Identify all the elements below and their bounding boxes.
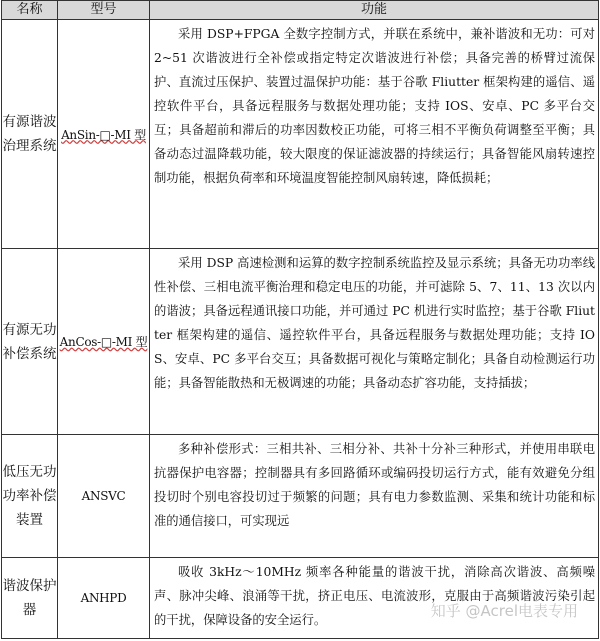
row-model	[58, 20, 150, 249]
row-function	[150, 558, 599, 639]
model-text: ANSVC	[81, 489, 126, 503]
product-spec-table	[1, 0, 599, 639]
table-row	[2, 249, 599, 435]
model-text: AnCos-□-MI 型	[59, 335, 148, 349]
row-function	[150, 20, 599, 249]
model-text: ANHPD	[80, 591, 127, 605]
table-row	[2, 435, 599, 558]
header-model: 型号	[58, 1, 150, 20]
row-name: 低压无功功率补偿装置	[2, 435, 58, 558]
watermark: 知乎 @Acrel电表专用	[430, 602, 578, 620]
function-text: 吸收 3kHz～10MHz 频率各种能量的谐波干扰，消除高次谐波、高频噪声、脉冲尖峰、浪涌等干扰，挤正电压、电流波形，克服由于高频谐波污染引起的干扰，保障设备的安全运行。	[154, 565, 595, 627]
row-name: 有源谐波治理系统	[2, 20, 58, 249]
row-model	[58, 249, 150, 435]
row-name: 谐波保护器	[2, 558, 58, 639]
row-function	[150, 249, 599, 435]
header-name: 名称	[2, 1, 58, 20]
function-text: 多种补偿形式：三相共补、三相分补、共补十分补三种形式，并使用串联电抗器保护电容器；控制器具有多回路循环或编码投切运行方式，能有效避免分组投切时个别电容投切过于频繁的问题；具有电力参数监测、采集和统计功能和标准的通信接口，可实现远	[154, 442, 595, 528]
row-model	[58, 558, 150, 639]
function-text: 采用 DSP+FPGA 全数字控制方式，并联在系统中，兼补谐波和无功：可对 2~51 次谐波进行全补偿或指定特定次谐波进行补偿；具备完善的桥臂过流保护、直流过压保护、装置过温保护功能：基于谷歌 Fliutter 框架构建的遥信、遥控软件平台，具备远程服务与数据处理功能；支持 IOS、安卓、PC 多平台交互；具备超前和滞后的功率因数校正功能，可将三相不平衡负荷调整至平衡；具备动态过温降载功能，较大限度的保证滤波器的持续运行；具备智能风扇转速控制功能，根据负荷率和环境温度智能控制风扇转速，降低损耗；	[154, 27, 595, 185]
model-text: AnSin-□-MI 型	[61, 127, 146, 142]
header-function: 功能	[150, 1, 599, 20]
row-function	[150, 435, 599, 558]
row-name: 有源无功补偿系统	[2, 249, 58, 435]
table-header-row	[2, 1, 599, 20]
table-row	[2, 558, 599, 639]
row-model	[58, 435, 150, 558]
table-row	[2, 20, 599, 249]
function-text: 采用 DSP 高速检测和运算的数字控制系统监控及显示系统；具备无功功率线性补偿、三相电流平衡治理和稳定电压的功能，并可滤除 5、7、11、13 次以内的谐波；具备远程通讯接口功能，并可通过 PC 机进行实时监控；基于谷歌 Fliutter 框架构建的遥信、遥控软件平台，具备远程服务与数据处理功能；支持 IOS、安卓、PC 多平台交互；具备数据可视化与策略定制化；具备自动检测运行功能；具备智能散热和无极调速的功能；具备动态扩容功能，支持插拔；	[154, 256, 595, 390]
